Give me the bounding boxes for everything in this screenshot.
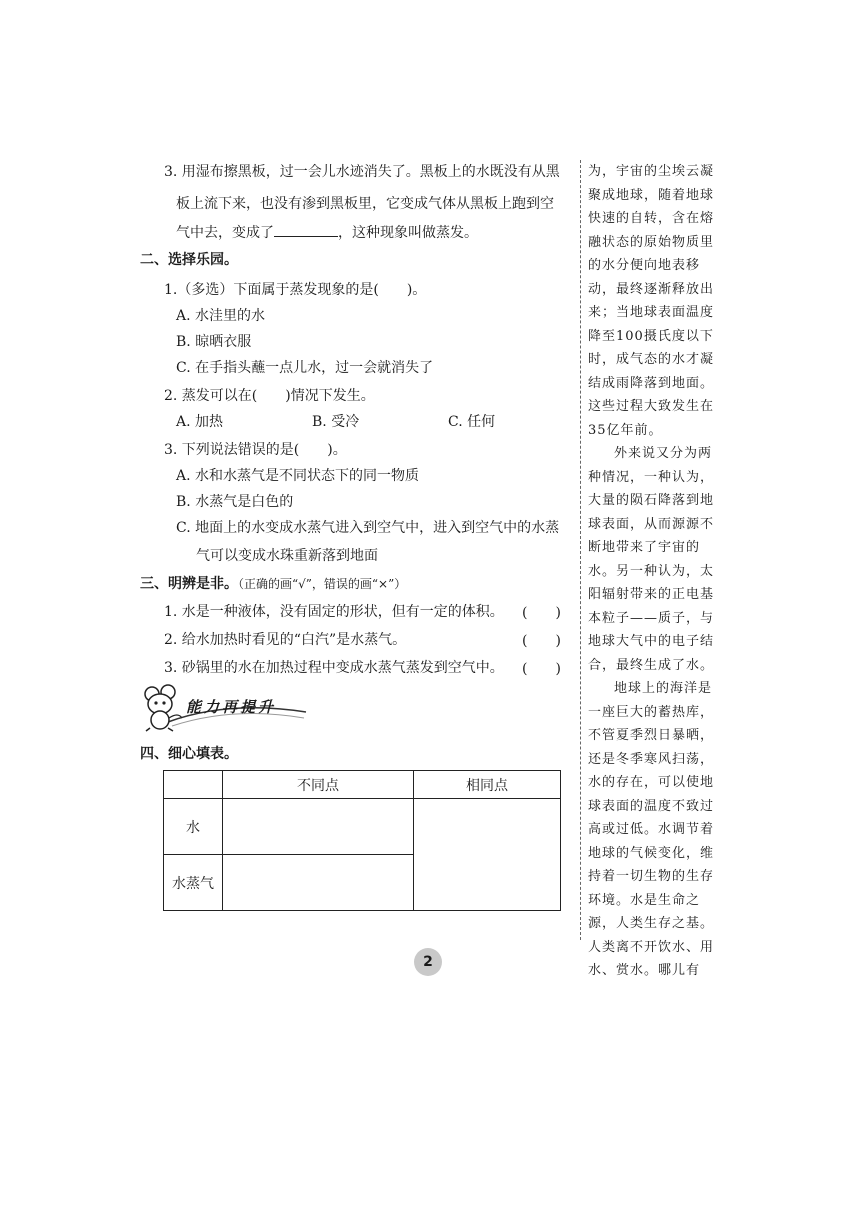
reading-sidebar [588,160,720,983]
choice-q2-option-a[interactable]: A. 加热 [176,414,224,430]
table-cell-water-difference[interactable] [223,799,414,855]
fill-question-3-text-b: ，这种现象叫做蒸发。 [338,225,478,241]
table-header-corner [164,771,223,799]
sidebar-paragraph-3: 地球上的海洋是一座巨大的蓄热库，不管夏季烈日暴晒，还是冬季寒风扫荡，水的存在，可以使地球表面的温度不致过高或过低。水调节着地球的气候变化，维持着一切生物的生存环境。水是生命之源，人类生存之基。人类离不开饮水、用水、赏水。哪儿有 [588,681,715,978]
table-row [164,799,561,855]
answer-blank[interactable] [274,222,338,237]
choice-question-3: 3. 下列说法错误的是( )。 [164,442,347,458]
sidebar-paragraph-2: 外来说又分为两种情况，一种认为，大量的陨石降落到地球表面，从而源源不断地带来了宇宙的水。另一种认为，太阳辐射带来的正电基本粒子——质子，与地球大气中的电子结合，最终生成了水。 [588,446,715,673]
choice-question-1: 1.（多选）下面属于蒸发现象的是( )。 [164,282,427,298]
table-cell-similarity[interactable] [414,799,561,911]
judge-statement-3: 3. 砂锅里的水在加热过程中变成水蒸气蒸发到空气中。 [164,660,504,676]
section-3-title-row [140,574,406,594]
choice-q1-option-c[interactable]: C. 在手指头蘸一点儿水，过一会就消失了 [176,360,434,376]
choice-q1-option-a[interactable]: A. 水洼里的水 [176,308,266,324]
judge-answer-1[interactable]: ( ) [522,605,561,621]
choice-q3-option-b[interactable]: B. 水蒸气是白色的 [176,494,294,510]
choice-q3-option-c-line-1[interactable]: C. 地面上的水变成水蒸气进入到空气中，进入到空气中的水蒸 [176,520,560,536]
fill-question-3-text-a: 气中去，变成了 [176,225,274,241]
section-3-title: 三、明辨是非。 [140,576,238,592]
judge-statement-1: 1. 水是一种液体，没有固定的形状，但有一定的体积。 [164,604,504,620]
choice-q2-option-c[interactable]: C. 任何 [448,414,496,430]
fill-question-3-line-3 [176,222,478,243]
choice-question-2: 2. 蒸发可以在( )情况下发生。 [164,388,375,404]
page-number: 2 [414,948,442,976]
table-header-row [164,771,561,799]
choice-q3-option-c-line-2: 气可以变成水珠重新落到地面 [196,548,378,564]
fill-question-3-line-1: 3. 用湿布擦黑板，过一会儿水迹消失了。黑板上的水既没有从黑 [164,164,560,180]
fill-question-3-line-2: 板上流下来，也没有渗到黑板里，它变成气体从黑板上跑到空 [176,196,554,212]
table-cell-steam-difference[interactable] [223,855,414,911]
sidebar-paragraph-1: 为，宇宙的尘埃云凝聚成地球，随着地球快速的自转，含在熔融状态的原始物质里的水分便向地表移动，最终逐渐释放出来；当地球表面温度降至100摄氏度以下时，成气态的水才凝结成雨降落到地面。这些过程大致发生在35亿年前。 [588,164,715,438]
section-4-title: 四、细心填表。 [140,746,238,762]
choice-q3-option-a[interactable]: A. 水和水蒸气是不同状态下的同一物质 [176,468,420,484]
table-row-label-steam: 水蒸气 [164,855,223,911]
table-header-difference: 不同点 [223,771,414,799]
column-divider [580,160,581,940]
table-header-similarity: 相同点 [414,771,561,799]
table-row-label-water: 水 [164,799,223,855]
choice-q2-option-b[interactable]: B. 受冷 [312,414,360,430]
section-3-note: （正确的画“√”，错误的画“×”） [238,577,407,591]
judge-answer-2[interactable]: ( ) [522,633,561,649]
ability-banner [138,682,308,732]
judge-answer-3[interactable]: ( ) [522,661,561,677]
judge-statement-2: 2. 给水加热时看见的“白汽”是水蒸气。 [164,632,407,648]
choice-q1-option-b[interactable]: B. 晾晒衣服 [176,334,252,350]
section-2-title: 二、选择乐园。 [140,252,238,268]
ability-banner-title: 能力再提升 [186,698,277,716]
comparison-table [163,770,561,911]
